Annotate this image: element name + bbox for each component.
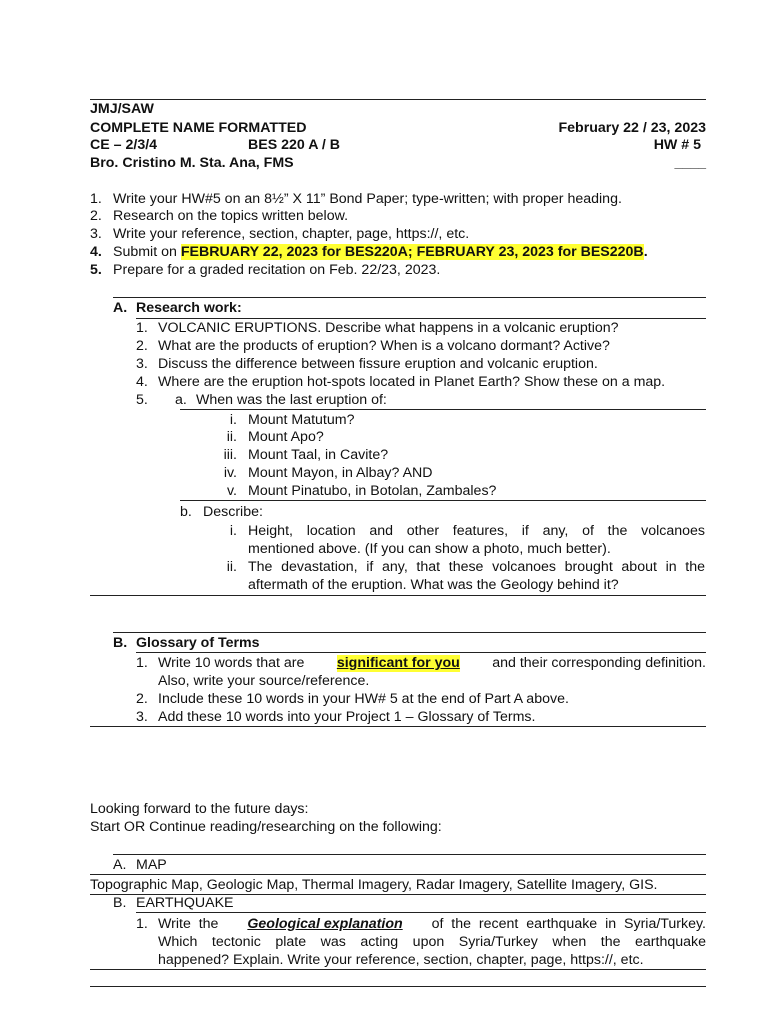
volcano-1-text: Mount Matutum? [248,412,355,428]
future-b-rule [136,912,706,913]
describe-1-line2: mentioned above. (If you can show a photo, much better). [248,541,611,557]
closing-line-1: Looking forward to the future days: [90,801,309,817]
instruction-5-num: 5. [90,262,102,278]
section-b-letter: B. [113,635,128,651]
future-b-item-text [158,916,706,933]
volcano-2-text: Mount Apo? [248,429,324,445]
volcano-4-text: Mount Mayon, in Albay? AND [248,465,433,481]
instruction-2-text: Research on the topics written below. [113,208,349,224]
future-a-topics: Topographic Map, Geologic Map, Thermal Imagery, Radar Imagery, Satellite Imagery, GIS. [90,877,658,893]
instruction-3-text: Write your reference, section, chapter, page, https://, etc. [113,226,470,242]
describe-2-num: ii. [226,559,237,575]
instruction-4-suffix: . [643,244,648,260]
section-a-item-5a-rule [180,409,706,410]
volcano-3-text: Mount Taal, in Cavite? [248,447,389,463]
section-b-title: Glossary of Terms [136,635,260,651]
section-a-item-4-num: 4. [136,374,148,390]
section-a-item-1-num: 1. [136,320,148,336]
section-b-item-1-highlight: significant for you [336,655,460,671]
header-date: February 22 / 23, 2023 [558,120,706,136]
instruction-4-text [113,244,648,261]
instruction-4-deadline-highlight: FEBRUARY 22, 2023 for BES220A; FEBRUARY 23, 2023 for BES220B [180,244,644,260]
section-a-top-rule [113,297,706,298]
future-b-item-emphasis: Geological explanation [247,916,403,932]
future-b-item-prefix: Write the [158,916,227,932]
instruction-4-prefix: Submit on [113,244,181,260]
closing-line-2: Start OR Continue reading/researching on the following: [90,819,442,835]
instruction-5-text: Prepare for a graded recitation on Feb. 22/23, 2023. [113,262,441,278]
future-a-letter: A. [113,857,127,873]
section-a-item-5a-letter: a. [175,392,187,408]
future-b-letter: B. [113,895,127,911]
section-a-item-5b-text: Describe: [203,504,263,520]
instruction-4-num: 4. [90,244,102,260]
section-b-item-3-num: 3. [136,709,148,725]
section-b-top-rule [113,632,706,633]
future-b-item-suffix: of the recent earthquake in Syria/Turkey. [423,916,706,932]
instruction-1-text: Write your HW#5 on an 8½” X 11” Bond Paper; type-written; with proper heading. [113,191,622,207]
instruction-3-num: 3. [90,226,102,242]
instruction-1-num: 1. [90,191,102,207]
future-a-title: MAP [136,857,167,873]
describe-1-num: i. [229,523,237,539]
future-b-item-num: 1. [136,916,148,932]
section-a-item-3-text: Discuss the difference between fissure eruption and volcanic eruption. [158,356,598,372]
header-course: BES 220 A / B [248,137,340,153]
section-a-item-5-num: 5. [136,392,148,408]
volcano-2-num: ii. [226,429,237,445]
section-b-item-2-text: Include these 10 words in your HW# 5 at the end of Part A above. [158,691,569,707]
section-b-title-rule [136,652,706,653]
header-teacher: Bro. Cristino M. Sta. Ana, FMS [90,155,294,171]
future-b-item-rule [90,969,706,970]
section-b-item-1-text [158,655,706,672]
section-a-title-rule [136,318,706,319]
section-a-item-2-num: 2. [136,338,148,354]
page-bottom-rule [90,986,706,987]
volcano-5-text: Mount Pinatubo, in Botolan, Zambales? [248,483,497,499]
section-b-item-2-num: 2. [136,691,148,707]
header-section: CE – 2/3/4 [90,137,158,153]
volcano-4-num: iv. [223,465,237,481]
section-b-item-1-num: 1. [136,655,148,671]
future-b-item-line3: happened? Explain. Write your reference, section, chapter, page, https://, etc. [158,952,644,968]
section-b-item-1-suffix: and their corresponding definition. [488,655,706,671]
future-b-item-line2: Which tectonic plate was acting upon Syria/Turkey when the earthquake [158,934,706,950]
section-a-item-3-num: 3. [136,356,148,372]
future-a-rule [90,874,706,875]
describe-2-line2: aftermath of the eruption. What was the Geology behind it? [248,577,619,593]
describe-2-line1: The devastation, if any, that these volcanoes brought about in the [248,559,705,575]
future-top-rule [113,854,706,855]
volcano-1-num: i. [229,412,237,428]
future-b-title: EARTHQUAKE [136,895,234,911]
section-b-item-1-prefix: Write 10 words that are [158,655,309,671]
section-b-bottom-rule [90,726,706,727]
describe-1-line1: Height, location and other features, if any, of the volcanoes [248,523,705,539]
instruction-2-num: 2. [90,208,102,224]
section-a-title: Research work: [136,300,242,316]
header-complete-name: COMPLETE NAME FORMATTED [90,120,307,136]
section-a-bottom-rule [90,595,706,596]
header-jmj: JMJ/SAW [90,101,154,117]
volcano-5-num: v. [227,483,237,499]
header-score-blank: ____ [674,155,706,171]
section-b-item-1-line2: Also, write your source/reference. [158,673,370,689]
section-a-item-5a-text: When was the last eruption of: [196,392,387,408]
section-a-item-1-text: VOLCANIC ERUPTIONS. Describe what happens in a volcanic eruption? [158,320,619,336]
section-b-item-3-text: Add these 10 words into your Project 1 – Glossary of Terms. [158,709,536,725]
section-a-item-4-text: Where are the eruption hot-spots located in Planet Earth? Show these on a map. [158,374,666,390]
section-a-letter: A. [113,300,128,316]
header-top-rule [90,99,706,100]
volcano-3-num: iii. [223,447,237,463]
section-a-item-5b-letter: b. [180,504,192,520]
section-a-item-2-text: What are the products of eruption? When is a volcano dormant? Active? [158,338,610,354]
volcano-list-rule [180,500,706,501]
header-hw-number: HW # 5 [653,137,701,153]
